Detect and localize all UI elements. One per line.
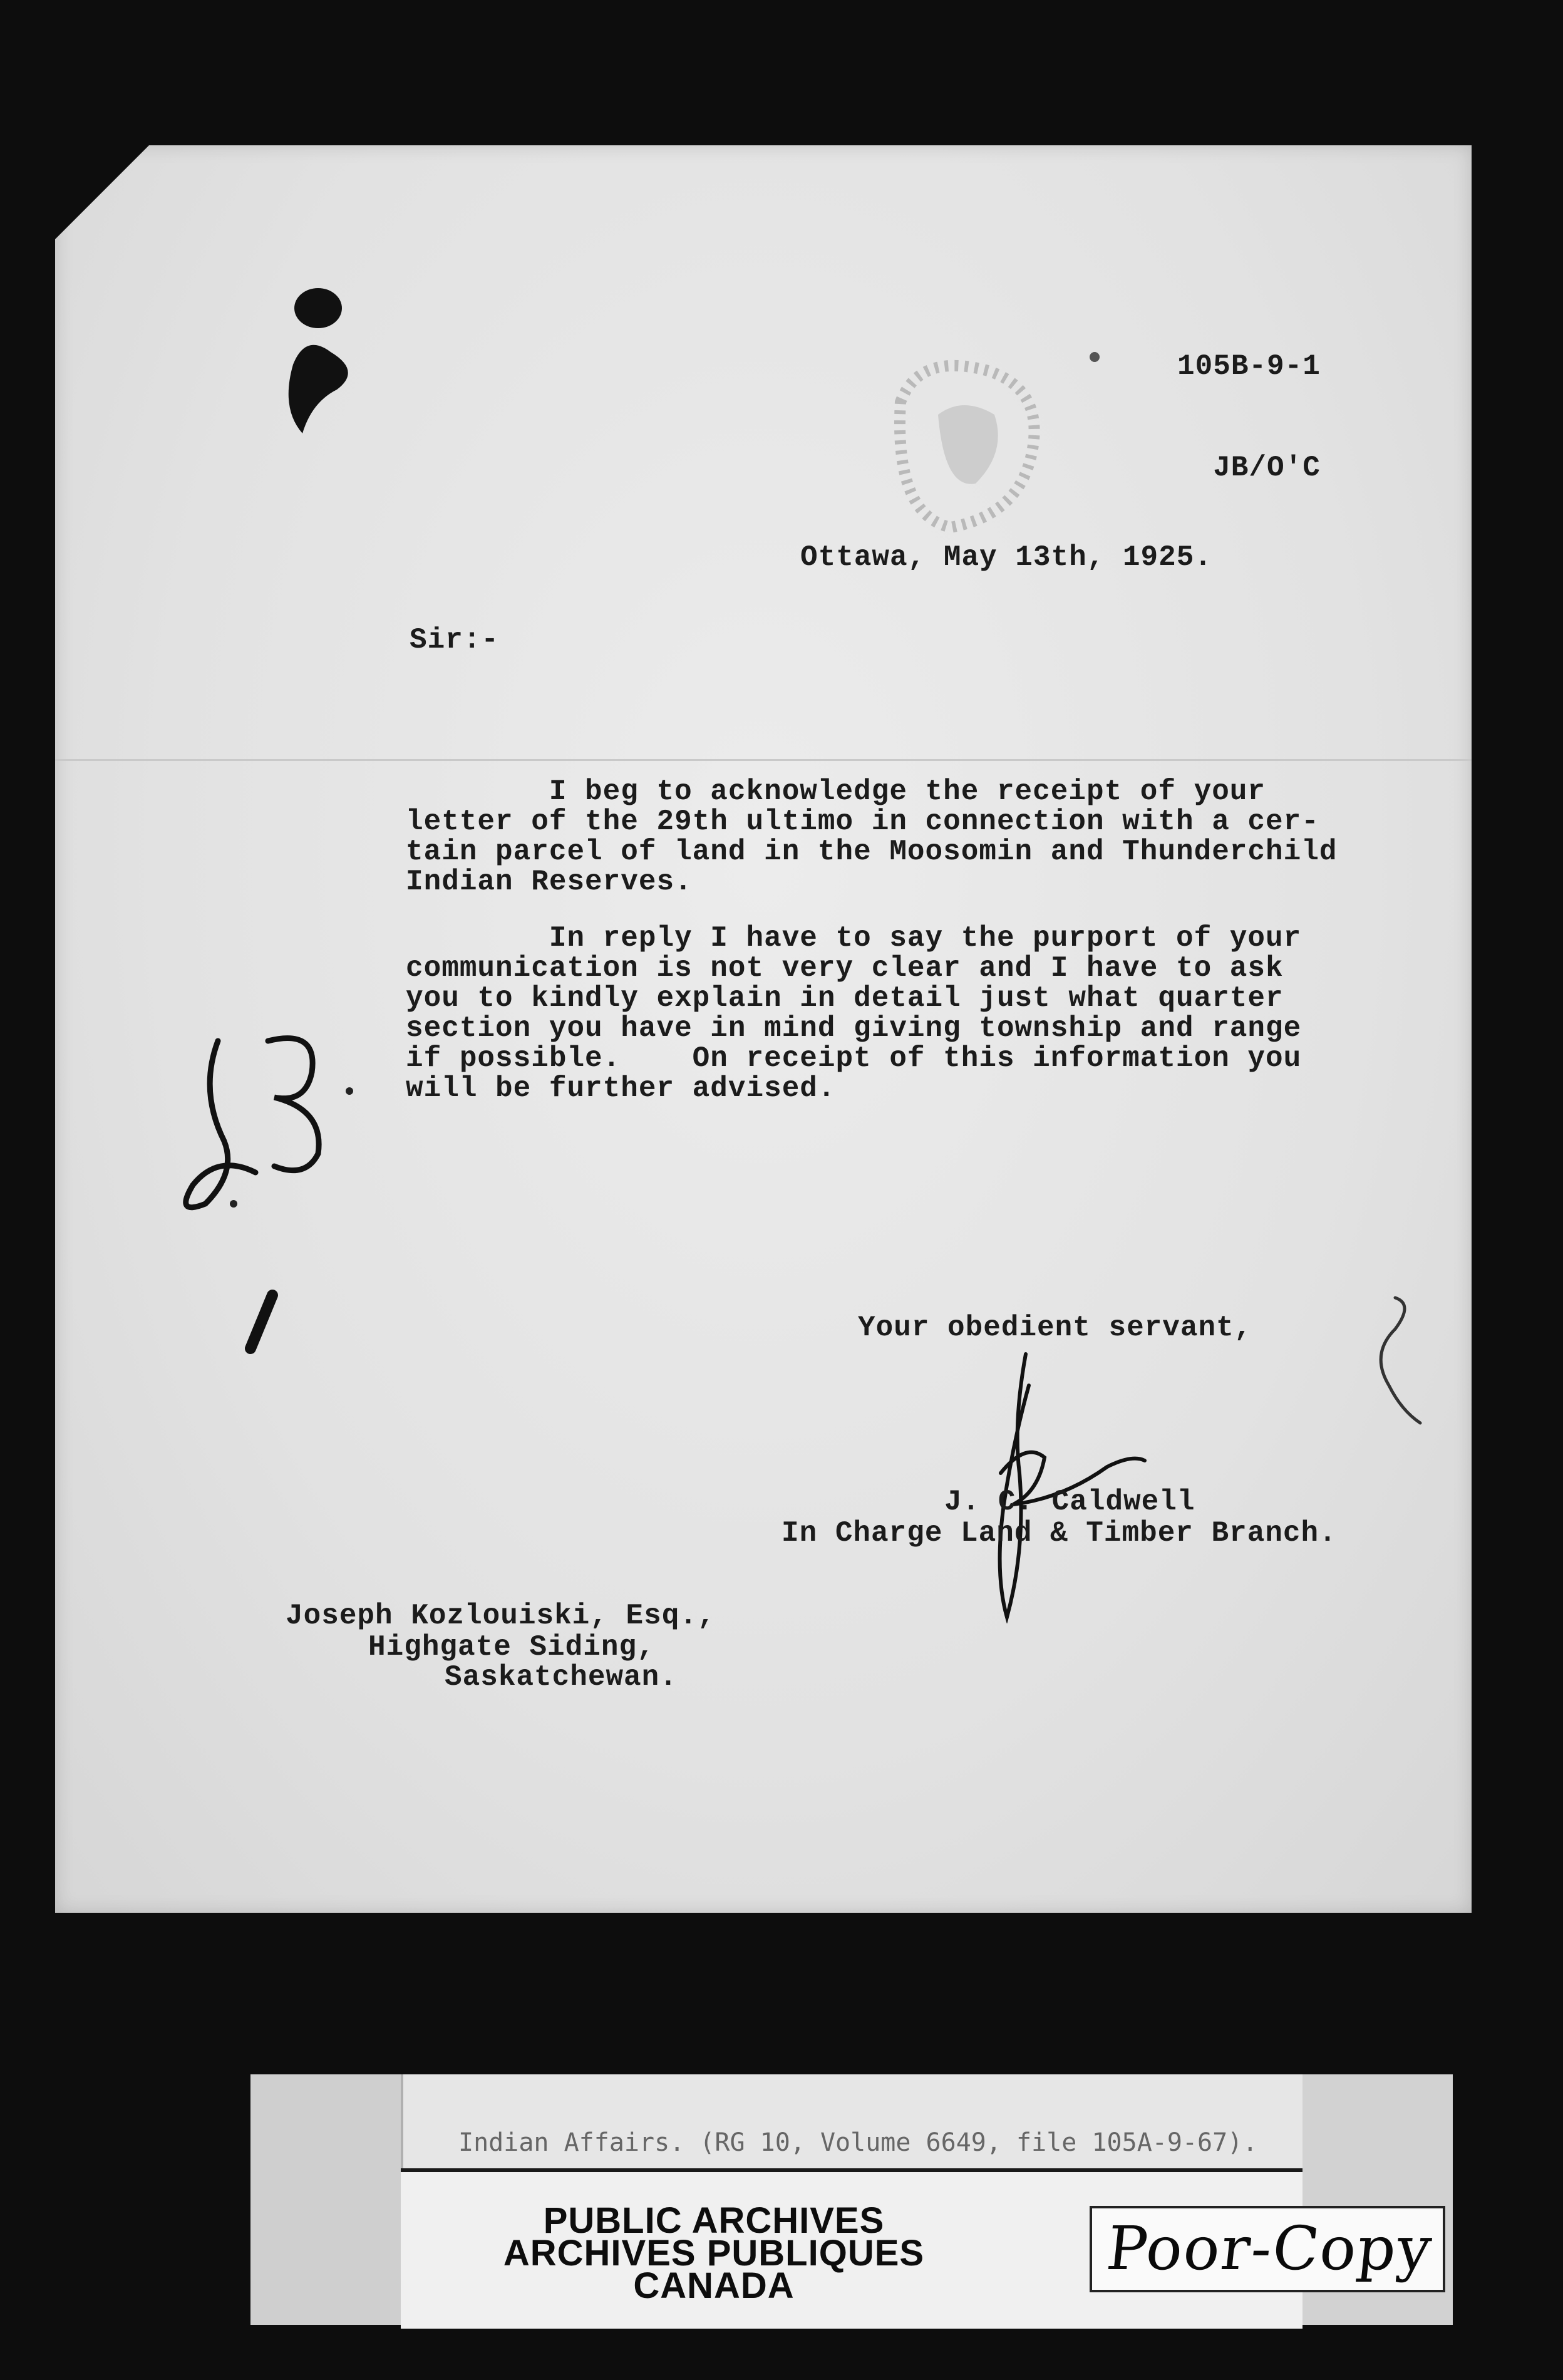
body-line: if possible. On receipt of this information you <box>406 1042 1302 1075</box>
addressee-locality: Highgate Siding, <box>368 1631 655 1663</box>
signatory-name: J. C. Caldwell <box>944 1486 1195 1518</box>
archive-label <box>250 2074 1453 2337</box>
body-line: section you have in mind giving township and range <box>406 1012 1302 1045</box>
body-line: you to kindly explain in detail just what quarter <box>406 982 1284 1015</box>
body-line: In reply I have to say the purport of your <box>406 922 1302 955</box>
addressee-name: Joseph Kozlouiski, Esq., <box>286 1600 716 1632</box>
signatory-title: In Charge Land & Timber Branch. <box>782 1517 1337 1550</box>
pencil-squiggle-mark <box>1345 1291 1445 1436</box>
body-line: letter of the 29th ultimo in connection with a cer- <box>406 805 1319 838</box>
archive-reference-card <box>401 2074 1308 2168</box>
body-line: Indian Reserves. <box>406 866 693 898</box>
letter-date: Ottawa, May 13th, 1925. <box>800 541 1212 574</box>
ink-dash-mark <box>238 1289 288 1358</box>
corner-fold <box>55 145 149 239</box>
file-reference-number: 105B-9-1 <box>1177 350 1321 383</box>
poor-copy-text: Poor-Copy <box>1103 2213 1437 2284</box>
body-line: tain parcel of land in the Moosomin and Thunderchild <box>406 836 1338 868</box>
poor-copy-stamp <box>1090 2206 1445 2292</box>
archive-name-french: ARCHIVES PUBLIQUES <box>503 2233 925 2274</box>
archive-reference: Indian Affairs. (RG 10, Volume 6649, file 105A-9-67). <box>458 2128 1258 2157</box>
body-line: will be further advised. <box>406 1072 836 1105</box>
paper-fold-line <box>55 759 1472 761</box>
handwritten-initials <box>162 1016 374 1241</box>
faint-stamp-smudge <box>857 327 1120 552</box>
salutation: Sir:- <box>410 624 500 656</box>
body-line: I beg to acknowledge the receipt of your <box>406 775 1266 808</box>
letter-sheet <box>55 145 1472 1913</box>
file-reference <box>1177 282 1321 552</box>
closing-phrase: Your obedient servant, <box>858 1312 1252 1344</box>
addressee-province: Saskatchewan. <box>445 1661 678 1694</box>
file-reference-initials: JB/O'C <box>1213 452 1321 484</box>
archive-country: CANADA <box>633 2265 795 2306</box>
ink-blot-mark <box>243 271 406 433</box>
label-strip-left <box>250 2074 403 2325</box>
body-line: communication is not very clear and I have to ask <box>406 952 1284 985</box>
archive-name-english: PUBLIC ARCHIVES <box>543 2200 885 2241</box>
